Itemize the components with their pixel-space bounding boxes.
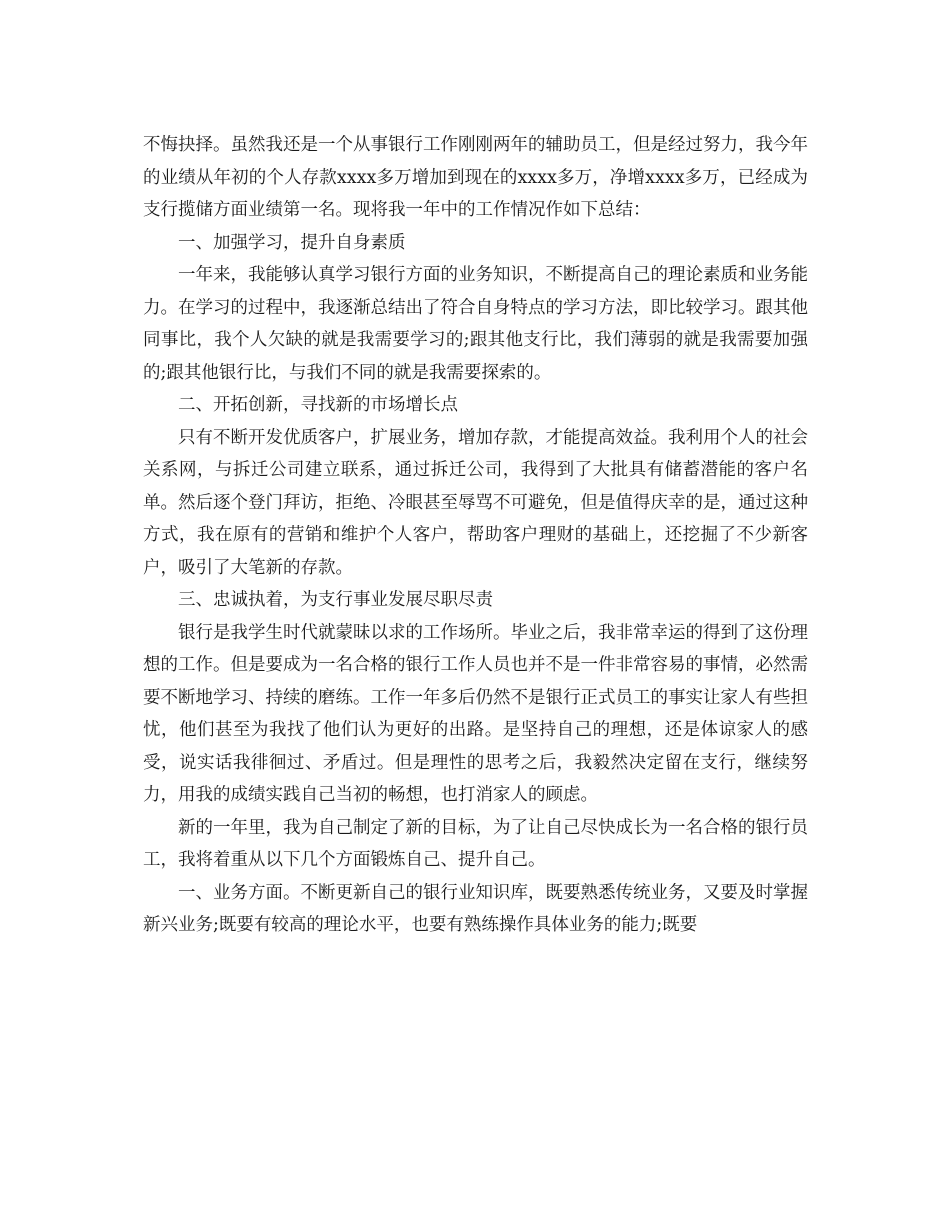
section-heading-1: 一、加强学习，提升自身素质 bbox=[178, 232, 406, 253]
paragraph-intro: 不悔抉择。虽然我还是一个从事银行工作刚刚两年的辅助员工，但是经过努力，我今年的业绩从年初的个人存款xxxx多万增加到现在的xxxx多万，净增xxxx多万，已经成为支行揽储方面业绩第一名。现将我一年中的工作情况作如下总结： bbox=[143, 135, 808, 220]
document-body bbox=[143, 129, 808, 942]
paragraph-innovation: 只有不断开发优质客户，扩展业务，增加存款，才能提高效益。我利用个人的社会关系网，与拆迁公司建立联系，通过拆迁公司，我得到了大批具有储蓄潜能的客户名单。然后逐个登门拜访，拒绝、冷眼甚至辱骂不可避免，但是值得庆幸的是，通过这种方式，我在原有的营销和维护个人客户，帮助客户理财的基础上，还挖掘了不少新客户，吸引了大笔新的存款。 bbox=[143, 427, 808, 578]
paragraph-new-year-goals: 新的一年里，我为自己制定了新的目标，为了让自己尽快成长为一名合格的银行员工，我将着重从以下几个方面锻炼自己、提升自己。 bbox=[143, 817, 808, 870]
paragraph-loyalty: 银行是我学生时代就蒙昧以求的工作场所。毕业之后，我非常幸运的得到了这份理想的工作。但是要成为一名合格的银行工作人员也并不是一件非常容易的事情，必然需要不断地学习、持续的磨练。工作一年多后仍然不是银行正式员工的事实让家人有些担忧，他们甚至为我找了他们认为更好的出路。是坚持自己的理想，还是体谅家人的感受，说实话我徘徊过、矛盾过。但是理性的思考之后，我毅然决定留在支行，继续努力，用我的成绩实践自己当初的畅想，也打消家人的顾虑。 bbox=[143, 622, 808, 805]
section-heading-3: 三、忠诚执着，为支行事业发展尽职尽责 bbox=[178, 590, 493, 610]
paragraph-study: 一年来，我能够认真学习银行方面的业务知识，不断提高自己的理论素质和业务能力。在学习的过程中，我逐渐总结出了符合自身特点的学习方法，即比较学习。跟其他同事比，我个人欠缺的就是我需要学习的;跟其他支行比，我们薄弱的就是我需要加强的;跟其他银行比，与我们不同的就是我需要探索的。 bbox=[143, 265, 808, 383]
section-heading-2: 二、开拓创新，寻找新的市场增长点 bbox=[178, 395, 458, 415]
paragraph-business-aspect: 一、业务方面。不断更新自己的银行业知识库，既要熟悉传统业务，又要及时掌握新兴业务;既要有较高的理论水平，也要有熟练操作具体业务的能力;既要 bbox=[143, 882, 808, 935]
